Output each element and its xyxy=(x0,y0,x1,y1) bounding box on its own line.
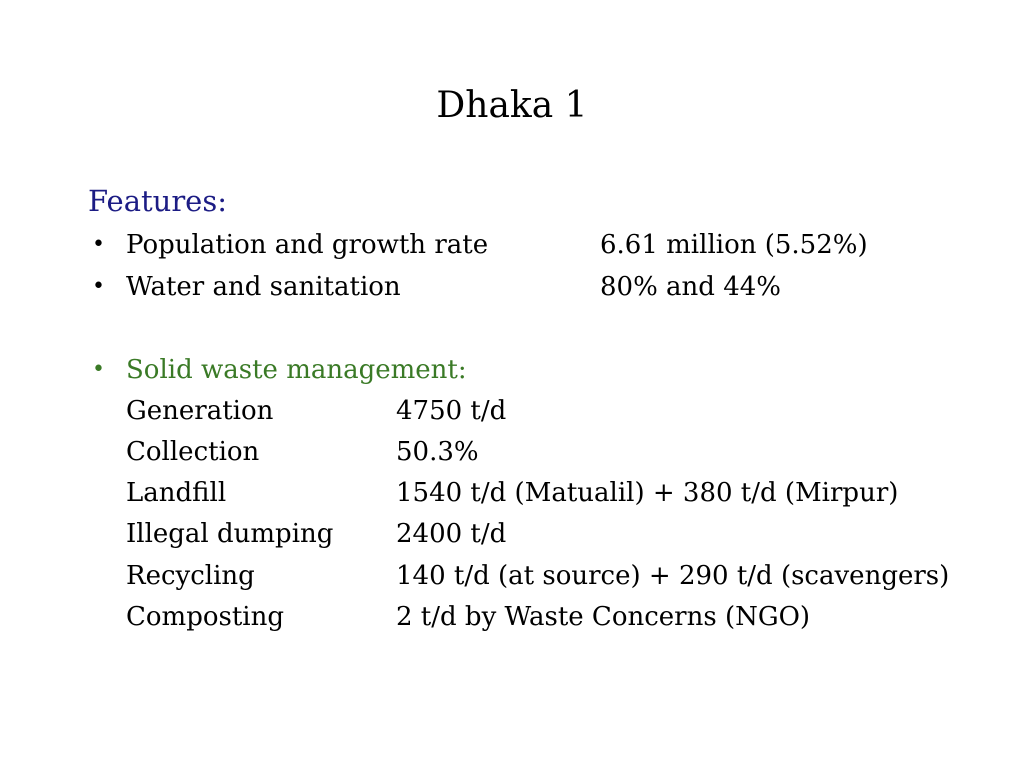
bullet-icon: • xyxy=(92,357,105,382)
waste-value: 2 t/d by Waste Concerns (NGO) xyxy=(396,602,811,632)
waste-label: Landfill xyxy=(126,478,227,508)
feature-value: 80% and 44% xyxy=(600,272,781,302)
waste-value: 4750 t/d xyxy=(396,396,507,426)
waste-label: Generation xyxy=(126,396,274,426)
waste-value: 1540 t/d (Matualil) + 380 t/d (Mirpur) xyxy=(396,478,899,508)
feature-label: Water and sanitation xyxy=(126,272,401,302)
waste-label: Composting xyxy=(126,602,284,632)
waste-value: 2400 t/d xyxy=(396,519,507,549)
solid-waste-heading: Solid waste management: xyxy=(126,355,467,385)
bullet-icon: • xyxy=(92,232,105,257)
waste-value: 140 t/d (at source) + 290 t/d (scavengers) xyxy=(396,561,950,591)
waste-label: Illegal dumping xyxy=(126,519,334,549)
waste-label: Collection xyxy=(126,437,260,467)
waste-value: 50.3% xyxy=(396,437,479,467)
feature-value: 6.61 million (5.52%) xyxy=(600,230,868,260)
feature-label: Population and growth rate xyxy=(126,230,489,260)
waste-label: Recycling xyxy=(126,561,255,591)
slide-title: Dhaka 1 xyxy=(436,85,588,126)
bullet-icon: • xyxy=(92,274,105,299)
features-heading: Features: xyxy=(88,184,227,218)
